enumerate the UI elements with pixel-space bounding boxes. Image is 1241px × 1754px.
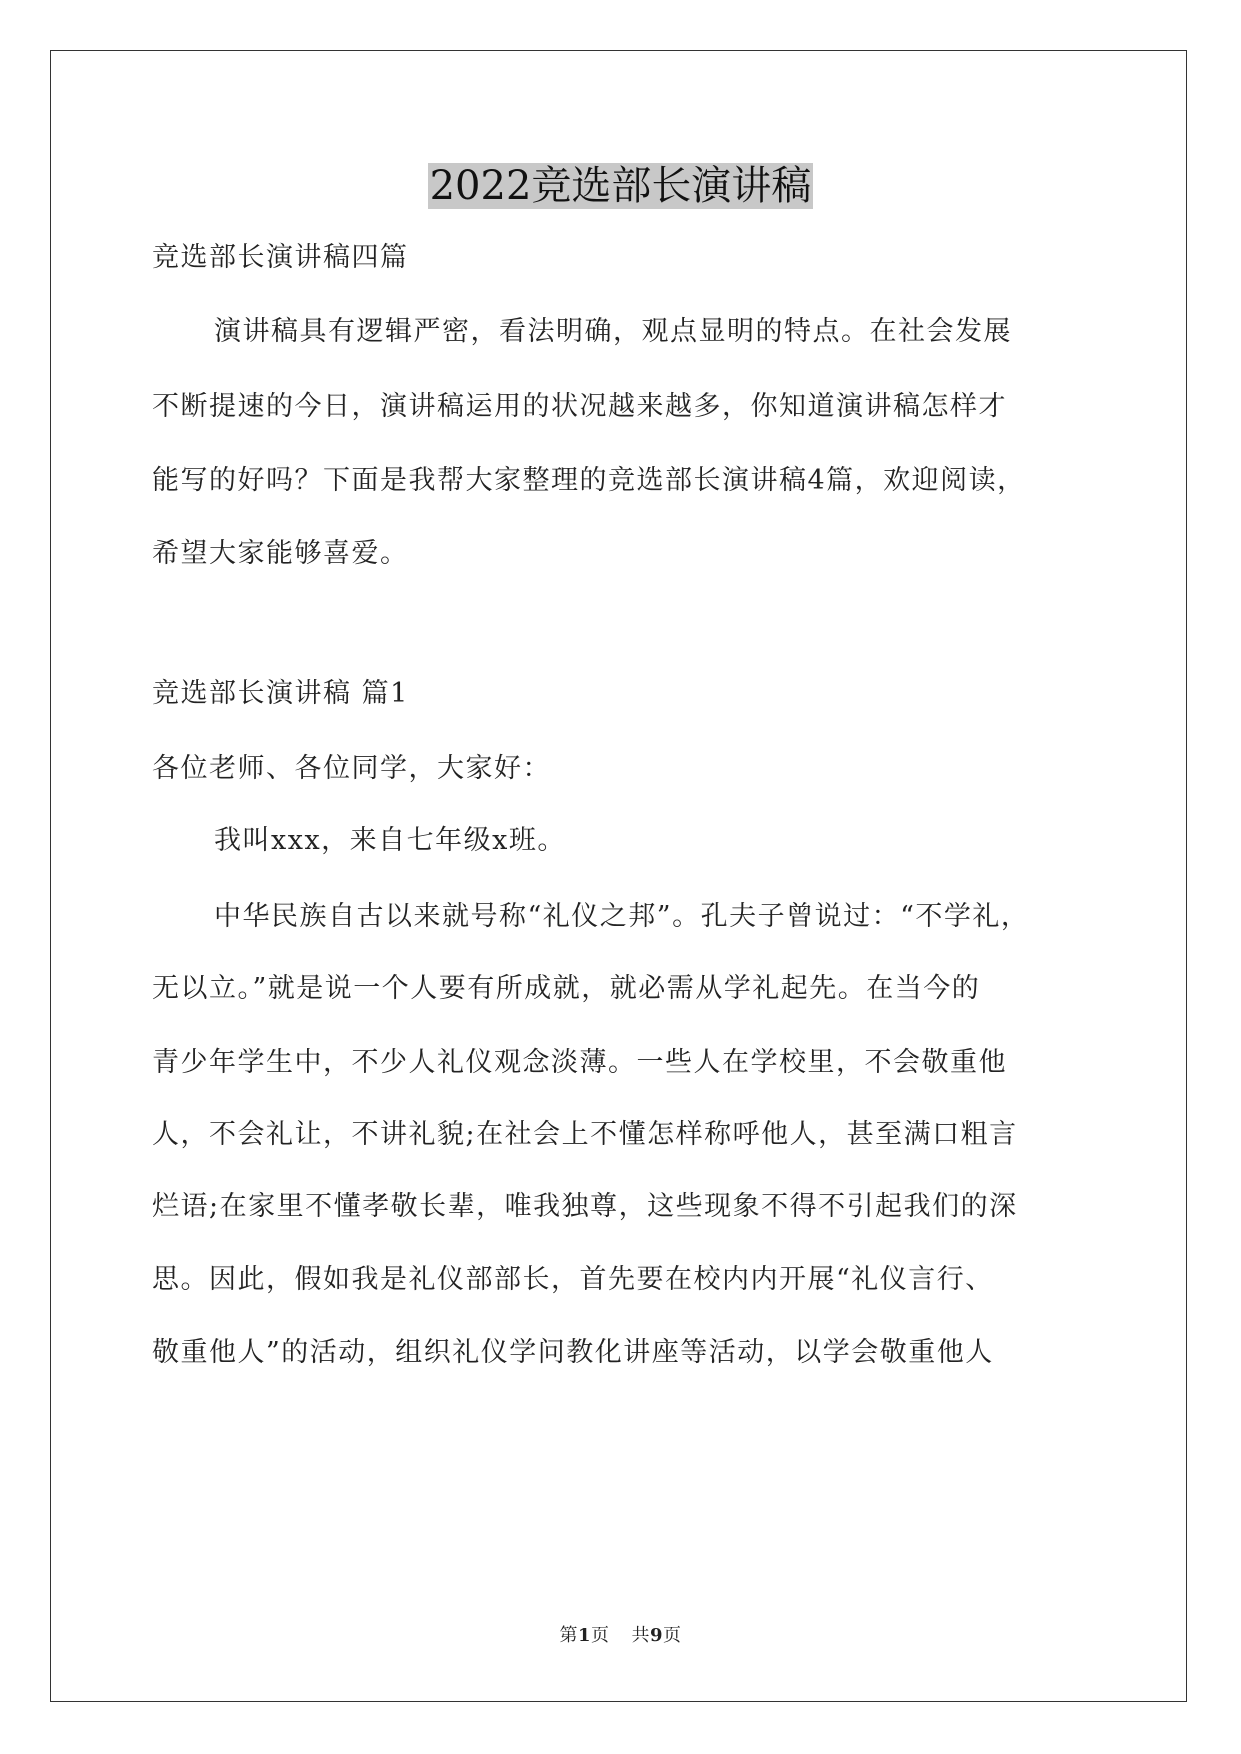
body-line: 无以立。”就是说一个人要有所成就，就必需从学礼起先。在当今的 (152, 973, 981, 1004)
page-prefix: 第 (559, 1625, 578, 1646)
document-subtitle: 竞选部长演讲稿四篇 (152, 242, 409, 273)
total-prefix: 共 (631, 1625, 650, 1646)
body-line: 中华民族自古以来就号称“礼仪之邦”。孔夫子曾说过：“不学礼， (214, 901, 1030, 932)
self-intro: 我叫xxx，来自七年级x班。 (214, 825, 566, 856)
page-footer (0, 1621, 1241, 1647)
greeting: 各位老师、各位同学，大家好： (152, 753, 551, 784)
section-heading: 竞选部长演讲稿 篇1 (152, 678, 409, 709)
body-line: 思。因此，假如我是礼仪部部长，首先要在校内内开展“礼仪言行、 (152, 1264, 994, 1295)
intro-line: 能写的好吗？下面是我帮大家整理的竞选部长演讲稿4篇，欢迎阅读， (152, 465, 1026, 496)
document-title: 2022竞选部长演讲稿 (429, 163, 812, 209)
page-label: 页 (591, 1625, 610, 1646)
current-page-number: 1 (577, 1625, 591, 1646)
total-suffix: 页 (663, 1625, 682, 1646)
total-page-number: 9 (650, 1625, 664, 1646)
intro-line: 希望大家能够喜爱。 (152, 538, 409, 569)
page-border (50, 50, 1187, 1702)
body-line: 人，不会礼让，不讲礼貌;在社会上不懂怎样称呼他人，甚至满口粗言 (152, 1119, 1018, 1150)
body-line: 敬重他人”的活动，组织礼仪学问教化讲座等活动，以学会敬重他人 (152, 1337, 994, 1368)
intro-line: 演讲稿具有逻辑严密，看法明确，观点显明的特点。在社会发展 (214, 316, 1012, 347)
intro-line: 不断提速的今日，演讲稿运用的状况越来越多，你知道演讲稿怎样才 (152, 391, 1007, 422)
body-line: 青少年学生中，不少人礼仪观念淡薄。一些人在学校里，不会敬重他 (152, 1047, 1007, 1078)
body-line: 烂语;在家里不懂孝敬长辈，唯我独尊，这些现象不得不引起我们的深 (152, 1191, 1018, 1222)
